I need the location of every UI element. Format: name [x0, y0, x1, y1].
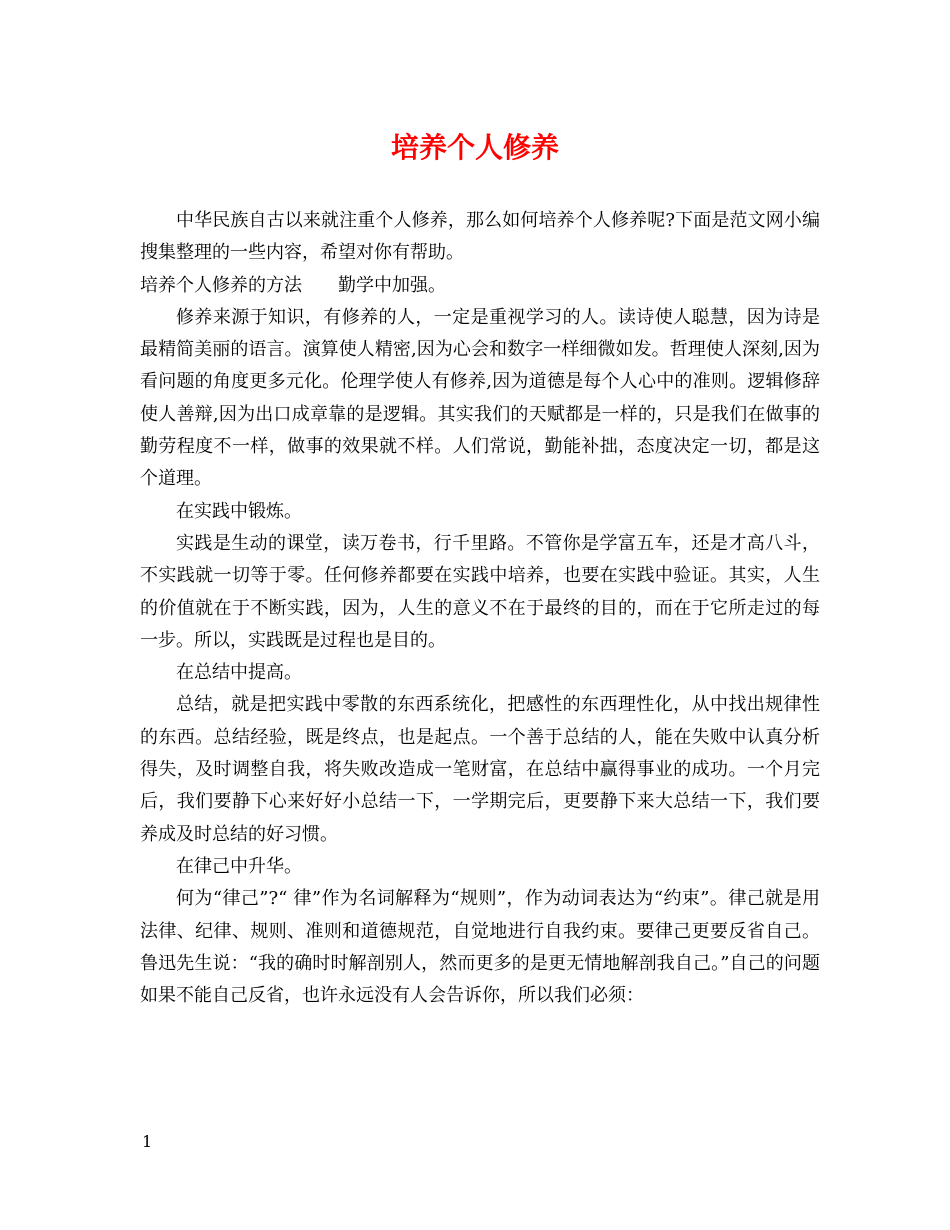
section-heading-line — [140, 270, 820, 302]
section1-paragraph: 修养来源于知识，有修养的人，一定是重视学习的人。读诗使人聪慧，因为诗是最精简美丽的语言。演算使人精密,因为心会和数字一样细微如发。哲理使人深刻,因为看问题的角度更多元化。伦理学使人有修养,因为道德是每个人心中的准则。逻辑修辞使人善辩,因为出口成章靠的是逻辑。其实我们的天赋都是一样的，只是我们在做事的勤劳程度不一样，做事的效果就不样。人们常说，勤能补拙，态度决定一切，都是这个道理。 — [140, 306, 820, 490]
page-number: 1 — [142, 1132, 153, 1151]
section2-paragraph: 实践是生动的课堂，读万卷书，行千里路。不管你是学富五车，还是才高八斗，不实践就一切等于零。任何修养都要在实践中培养，也要在实践中验证。其实，人生的价值就在于不断实践，因为，人生的意义不在于最终的目的，而在于它所走过的每一步。所以，实践既是过程也是目的。 — [140, 532, 820, 651]
section3-paragraph: 总结，就是把实践中零散的东西系统化，把感性的东西理性化，从中找出规律性的东西。总结经验，既是终点，也是起点。一个善于总结的人，能在失败中认真分析得失，及时调整自我，将失败改造成一笔财富，在总结中赢得事业的成功。一个月完后，我们要静下心来好好小总结一下，一学期完后，更要静下来大总结一下，我们要养成及时总结的好习惯。 — [140, 694, 820, 845]
section2-heading: 在实践中锻炼。 — [176, 500, 302, 522]
section3-heading: 在总结中提高。 — [176, 662, 302, 684]
document-body — [140, 205, 820, 1012]
page-title: 培养个人修养 — [390, 131, 559, 164]
section-heading: 培养个人修养的方法 — [140, 274, 302, 296]
intro-paragraph: 中华民族自古以来就注重个人修养，那么如何培养个人修养呢?下面是范文网小编搜集整理的一些内容，希望对你有帮助。 — [140, 210, 820, 264]
section1-heading: 勤学中加强。 — [338, 274, 446, 296]
section4-paragraph: 何为“律己”?“ 律”作为名词解释为“规则”，作为动词表达为“约束”。律己就是用法律、纪律、规则、准则和道德规范，自觉地进行自我约束。要律己更要反省自己。鲁迅先生说：“我的确时时解剖别人，然而更多的是更无情地解剖我自己。”自己的问题如果不能自己反省，也许永远没有人会告诉你，所以我们必须： — [140, 888, 820, 1007]
section4-heading: 在律己中升华。 — [176, 855, 302, 877]
